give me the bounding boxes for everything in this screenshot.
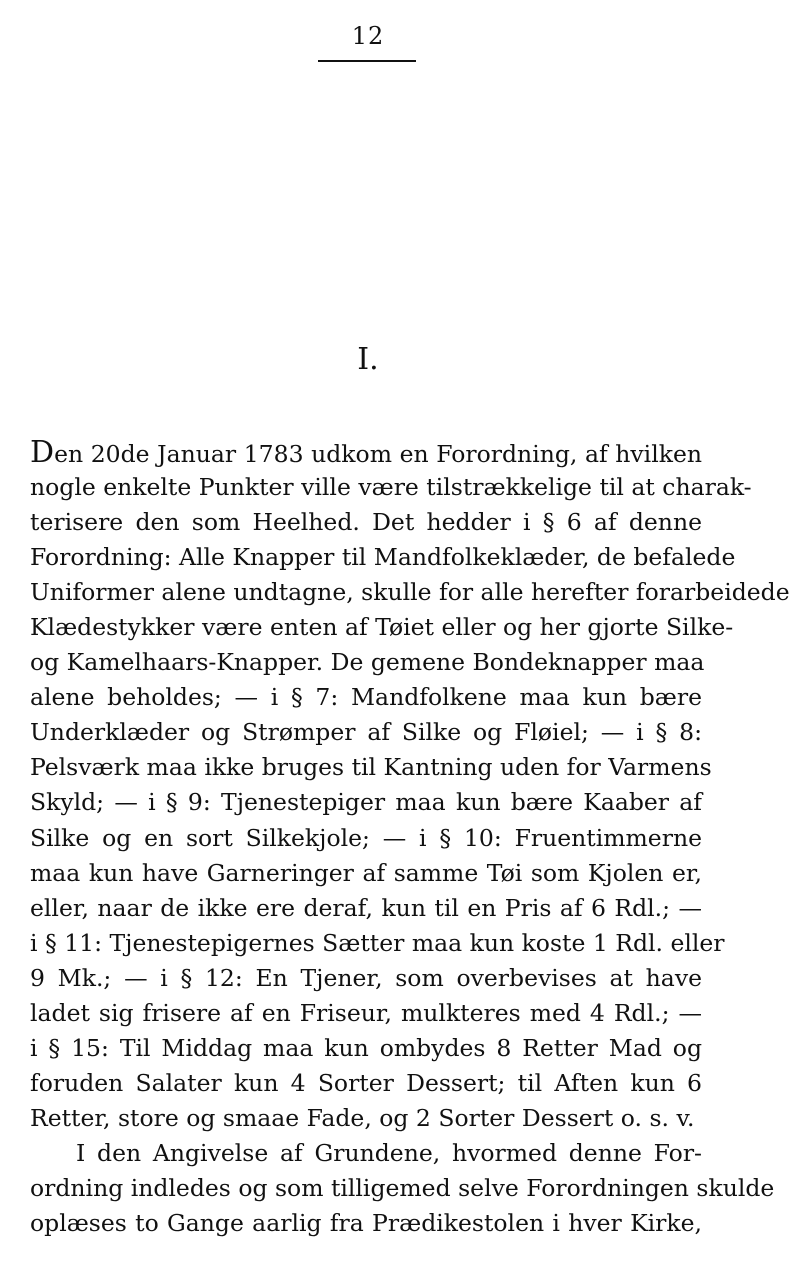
text-line-11: Skyld; — i § 9: Tjenestepiger maa kun bære Kaaber af xyxy=(30,788,702,817)
text-line-2: nogle enkelte Punkter ville være tilstrækkelige til at charak- xyxy=(30,473,752,502)
text-line-14: eller, naar de ikke ere deraf, kun til en Pris af 6 Rdl.; — xyxy=(30,893,702,922)
page-number: 12 xyxy=(351,22,385,50)
text-line-17: ladet sig frisere af en Friseur, mulkteres med 4 Rdl.; — xyxy=(30,998,702,1027)
text-line-9: Underklæder og Strømper af Silke og Fløiel; — i § 8: xyxy=(30,718,702,747)
first-line-rest: en 20de Januar 1783 udkom en Forordning, af hvilken xyxy=(54,440,702,468)
page-number-rule xyxy=(318,60,416,62)
text-line-19: foruden Salater kun 4 Sorter Dessert; til Aften kun 6 xyxy=(30,1068,702,1097)
text-line-18: i § 15: Til Middag maa kun ombydes 8 Retter Mad og xyxy=(30,1033,702,1062)
text-line-15: i § 11: Tjenestepigernes Sætter maa kun koste 1 Rdl. eller xyxy=(30,928,725,957)
text-line-1 xyxy=(30,435,702,470)
text-line-10: Pelsværk maa ikke bruges til Kantning uden for Varmens xyxy=(30,753,712,782)
text-line-3: terisere den som Heelhed. Det hedder i § 6 af denne xyxy=(30,508,702,537)
text-line-12: Silke og en sort Silkekjole; — i § 10: Fruentimmerne xyxy=(30,823,702,852)
text-line-16: 9 Mk.; — i § 12: En Tjener, som overbevises at have xyxy=(30,963,702,992)
text-line-21: I den Angivelse af Grundene, hvormed denne For- xyxy=(76,1138,702,1167)
text-line-22: ordning indledes og som tilligemed selve Forordningen skulde xyxy=(30,1173,775,1202)
text-line-20: Retter, store og smaae Fade, og 2 Sorter Dessert o. s. v. xyxy=(30,1103,695,1132)
chapter-heading: I. xyxy=(357,342,379,377)
text-line-5: Uniformer alene undtagne, skulle for alle herefter forarbeidede xyxy=(30,578,790,607)
drop-cap: D xyxy=(30,435,55,470)
text-line-23: oplæses to Gange aarlig fra Prædikestolen i hver Kirke, xyxy=(30,1209,702,1238)
text-line-4: Forordning: Alle Knapper til Mandfolkeklæder, de befalede xyxy=(30,543,736,572)
text-line-7: og Kamelhaars-Knapper. De gemene Bondeknapper maa xyxy=(30,648,705,677)
text-line-13: maa kun have Garneringer af samme Tøi som Kjolen er, xyxy=(30,858,702,887)
body-text xyxy=(30,435,790,1241)
text-line-6: Klædestykker være enten af Tøiet eller og her gjorte Silke- xyxy=(30,613,734,642)
text-line-8: alene beholdes; — i § 7: Mandfolkene maa kun bære xyxy=(30,683,702,712)
